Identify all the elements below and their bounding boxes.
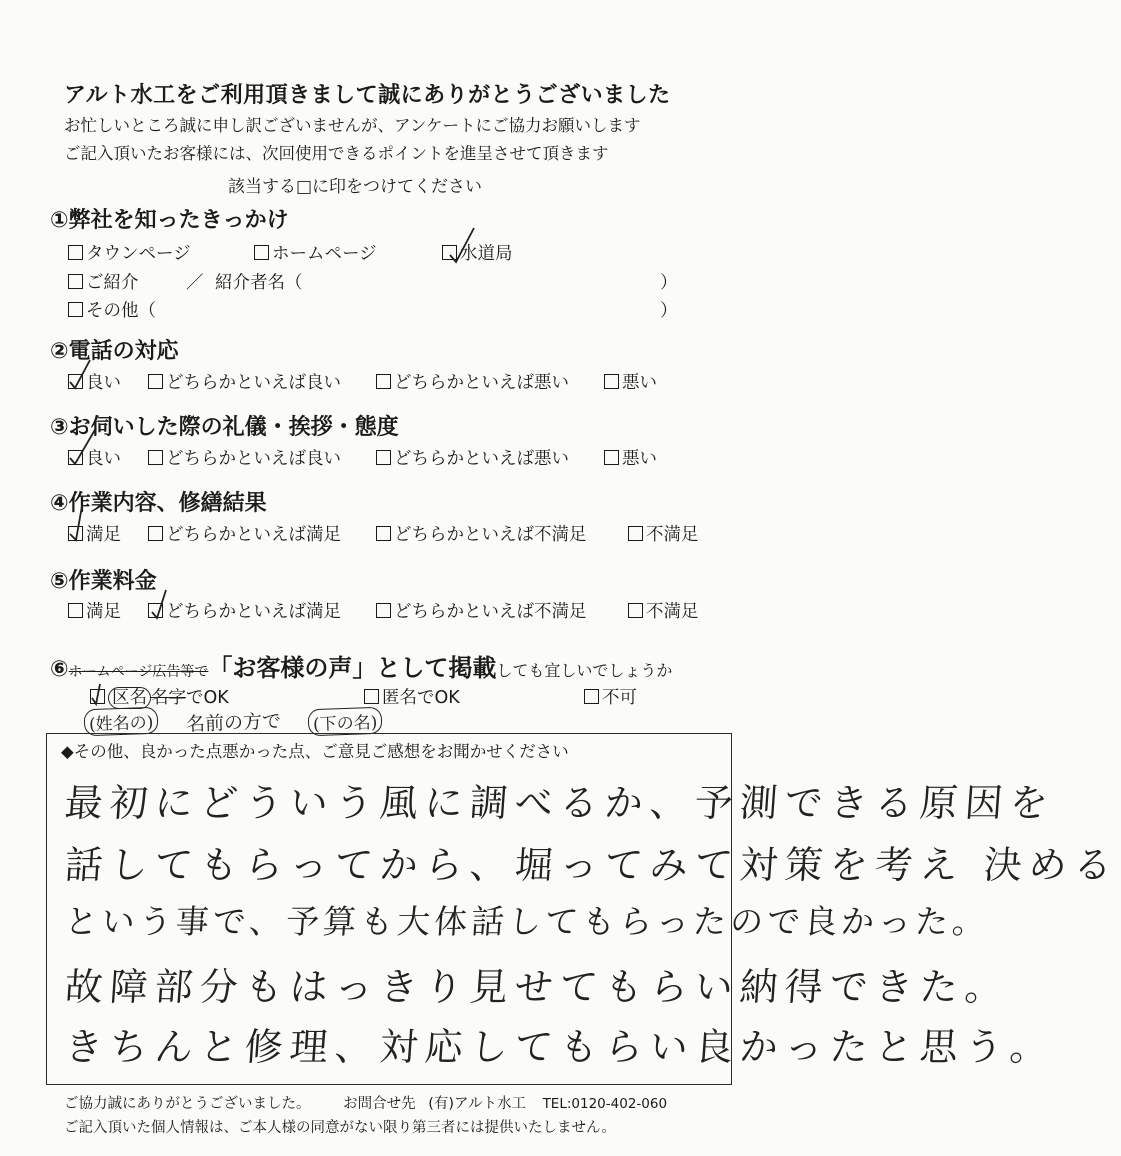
points-text: ご記入頂いたお客様には、次回使用できるポイントを進呈させて頂きます <box>64 144 609 163</box>
q5-option-rather-unsatisfied[interactable]: どちらかといえば不満足 <box>376 598 587 623</box>
question-6-tail: しても宜しいでしょうか <box>496 661 673 680</box>
contact-label: お問合せ先 <box>343 1096 416 1112</box>
q1-option-townpage[interactable]: タウンページ <box>68 240 191 265</box>
phone-number[interactable]: TEL:0120-402-060 <box>542 1096 668 1112</box>
q2-option-rather-bad[interactable]: どちらかといえば悪い <box>376 369 569 394</box>
comment-line-3: という事で、予算も大体話してもらったので良かった。 <box>63 902 991 941</box>
question-4-title: ④作業内容、修繕結果 <box>50 491 267 516</box>
handwritten-note-name: 名前の方で <box>185 710 282 736</box>
slash-separator: ／ <box>186 273 204 293</box>
question-3-title: ③お伺いした際の礼儀・挨拶・態度 <box>50 415 399 440</box>
comment-line-2: 話してもらってから、堀ってみて対策を考え 決める <box>63 843 1121 887</box>
check-mark <box>70 360 90 388</box>
q4-option-unsatisfied[interactable]: 不満足 <box>628 521 699 546</box>
struck-text: ホームページ広告等で <box>68 664 209 680</box>
q3-option-good[interactable]: 良い <box>68 445 121 470</box>
q6-option-no[interactable]: 不可 <box>584 684 637 709</box>
request-text: お忙しいところ誠に申し訳ございませんが、アンケートにご協力お願いします <box>64 116 641 135</box>
q5-option-rather-satisfied[interactable]: どちらかといえば満足 <box>148 598 341 623</box>
circled-ward-name: 区名 <box>108 687 151 709</box>
referrer-close-paren: ） <box>660 273 678 293</box>
q1-option-other[interactable]: その他（ <box>68 297 156 322</box>
check-mark <box>450 228 474 262</box>
company-name: (有)アルト水工 <box>428 1096 526 1112</box>
question-2-title: ②電話の対応 <box>50 339 179 364</box>
q5-option-unsatisfied[interactable]: 不満足 <box>628 598 699 623</box>
check-mark <box>70 506 82 540</box>
question-1-title: ①弊社を知ったきっかけ <box>50 208 289 233</box>
handwritten-note-fullname: (姓名の) <box>84 707 159 737</box>
q1-option-homepage[interactable]: ホームページ <box>254 240 377 265</box>
customer-voice-heading: 「お客様の声」として掲載 <box>208 654 497 682</box>
q2-option-bad[interactable]: 悪い <box>604 369 657 394</box>
comment-line-4: 故障部分もはっきり見せてもらい納得できた。 <box>63 965 1012 1009</box>
q6-option-anonymous[interactable]: 匿名でOK <box>364 684 460 709</box>
q3-option-rather-bad[interactable]: どちらかといえば悪い <box>376 445 569 470</box>
survey-title: アルト水工をご利用頂きまして誠にありがとうございました <box>64 83 671 108</box>
comment-line-5: きちんと修理、対応してもらい良かったと思う。 <box>63 1025 1057 1069</box>
q1-option-waterworks[interactable]: 水道局 <box>442 240 513 265</box>
referrer-name-label: 紹介者名（ <box>215 273 303 293</box>
q2-option-good[interactable]: 良い <box>68 369 121 394</box>
struck-surname: 名字 <box>151 688 186 708</box>
handwritten-note-given-name: (下の名) <box>308 707 383 737</box>
thanks-text: ご協力誠にありがとうございました。 <box>64 1096 311 1112</box>
q4-option-satisfied[interactable]: 満足 <box>68 521 121 546</box>
q4-option-rather-unsatisfied[interactable]: どちらかといえば不満足 <box>376 521 587 546</box>
q3-option-rather-good[interactable]: どちらかといえば良い <box>148 445 341 470</box>
comment-label: ◆その他、良かった点悪かった点、ご意見ご感想をお聞かせください <box>61 742 569 761</box>
q3-option-bad[interactable]: 悪い <box>604 445 657 470</box>
question-5-title: ⑤作業料金 <box>50 569 157 594</box>
question-6-title: ⑥ ホームページ広告等で 「お客様の声」として掲載 しても宜しいでしょうか <box>50 648 672 683</box>
q5-option-satisfied[interactable]: 満足 <box>68 598 121 623</box>
comment-line-1: 最初にどういう風に調べるか、予測できる原因を <box>63 781 1057 825</box>
other-close-paren: ） <box>660 301 678 321</box>
check-mark <box>92 684 100 704</box>
q4-option-rather-satisfied[interactable]: どちらかといえば満足 <box>148 521 341 546</box>
instruction-text: 該当する□に印をつけてください <box>228 177 483 197</box>
check-mark <box>70 428 96 464</box>
q6-option-ward-name[interactable]: 区名 名字でOK <box>90 684 229 709</box>
privacy-notice: ご記入頂いた個人情報は、ご本人様の同意がない限り第三者には提供いたしません。 <box>64 1120 616 1136</box>
q2-option-rather-good[interactable]: どちらかといえば良い <box>148 369 341 394</box>
q1-option-referral[interactable]: ご紹介 <box>68 269 139 294</box>
check-mark <box>152 590 166 618</box>
